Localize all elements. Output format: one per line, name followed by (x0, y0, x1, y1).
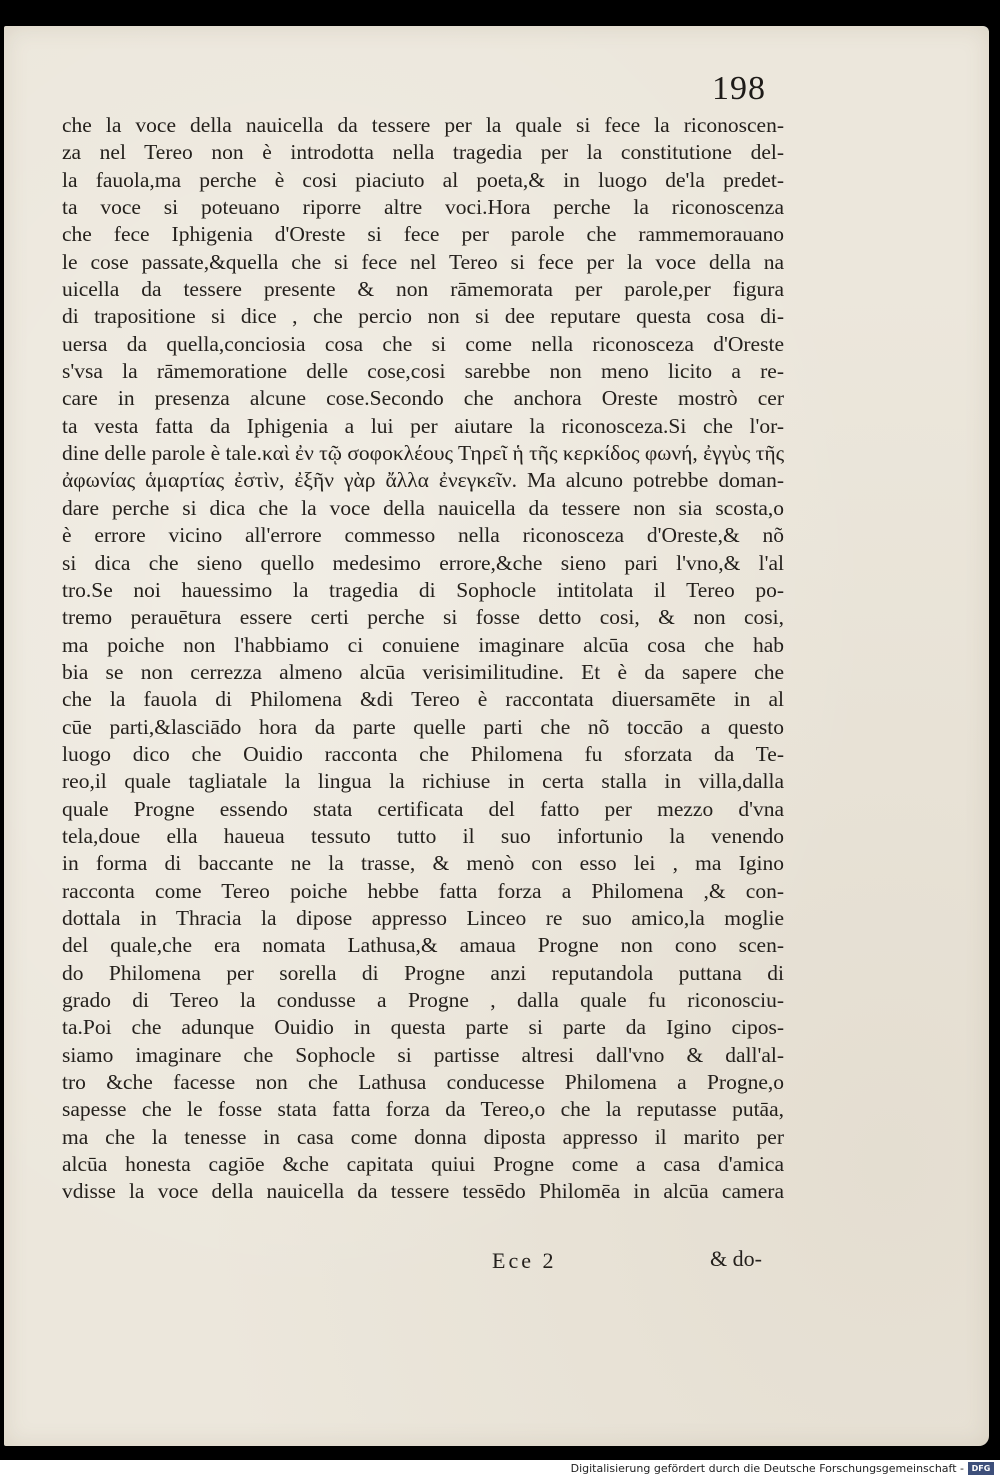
text-line: bia se non cerrezza almeno alcūa verisimilitudine. Et è da sapere che (62, 659, 784, 684)
text-line: dottala in Thracia la dipose appresso Linceo re suo amico,la moglie (62, 905, 784, 930)
text-line: s'vsa la rāmemoratione delle cose,cosi sarebbe non meno licito a re- (62, 359, 784, 384)
text-line: ma poiche non l'habbiamo ci conuiene imaginare alcūa cosa che hab (62, 632, 784, 657)
text-line: quale Progne essendo stata certificata del fatto per mezzo d'vna (62, 796, 784, 821)
text-line: vdisse la voce della nauicella da tessere tessēdo Philomēa in alcūa camera (62, 1179, 784, 1204)
text-line: alcūa honesta cagiōe &che capitata quiui Progne come a casa d'amica (62, 1152, 784, 1177)
page-number: 198 (712, 70, 766, 107)
text-line: luogo dico che Ouidio racconta che Philomena fu sforzata da Te- (62, 741, 784, 766)
text-line: si dica che sieno quello medesimo errore,&che sieno pari l'vno,& l'al (62, 550, 784, 575)
text-line: del quale,che era nomata Lathusa,& amaua Progne non cono scen- (62, 933, 784, 958)
text-line: care in presenza alcune cose.Secondo che anchora Oreste mostrò cer (62, 386, 784, 411)
text-line: la fauola,ma perche è cosi piaciuto al poeta,& in luogo de'la predet- (62, 167, 784, 192)
text-line: siamo imaginare che Sophocle si partisse altresi dall'vno & dall'al- (62, 1042, 784, 1067)
catchword: & do- (710, 1246, 762, 1271)
text-line: dare perche si dica che la voce della nauicella da tessere non sia scosta,o (62, 495, 784, 520)
text-line: le cose passate,&quella che si fece nel Tereo si fece per la voce della na (62, 249, 784, 274)
body-text (62, 112, 784, 1206)
text-line: ta vesta fatta da Iphigenia a lui per aiutare la riconosceza.Si che l'or- (62, 413, 784, 438)
text-line: è errore vicino all'errore commesso nella riconosceza d'Oreste,& nõ (62, 523, 784, 548)
text-line: che la voce della nauicella da tessere per la quale si fece la riconoscen- (62, 113, 784, 137)
text-line: racconta come Tereo poiche hebbe fatta forza a Philomena ,& con- (62, 878, 784, 903)
text-line: grado di Tereo la condusse a Progne , dalla quale fu riconosciu- (62, 988, 784, 1012)
text-line: ἀφωνίας ἁμαρτίας ἐστὶν, ἐξῆν γὰρ ἄλλα ἐνεγκεῖν. Ma alcuno potrebbe doman- (62, 468, 784, 493)
text-line: sapesse che le fosse stata fatta forza da Tereo,o che la reputasse putāa, (62, 1097, 784, 1122)
text-line: ta voce si poteuano riporre altre voci.Hora perche la riconoscenza (62, 195, 784, 220)
text-line: uicella da tessere presente & non rāmemorata per parole,per figura (62, 277, 784, 302)
text-line: di trapositione si dice , che percio non si dee reputare questa cosa di- (62, 304, 784, 329)
text-line: che fece Iphigenia d'Oreste si fece per parole che rammemorauano (62, 222, 784, 247)
text-line: cūe parti,&lasciādo hora da parte quelle parti che nõ toccāo a questo (62, 714, 784, 739)
signature-mark: Ece 2 (492, 1248, 557, 1273)
text-line: che la fauola di Philomena &di Tereo è raccontata diuersamēte in al (62, 687, 784, 712)
footer-credit: Digitalisierung gefördert durch die Deutsche Forschungsgemeinschaft - (570, 1462, 964, 1475)
text-line: tremo perauētura essere certi perche si fosse detto cosi, & non cosi, (62, 605, 784, 630)
dfg-logo: DFG (968, 1462, 994, 1475)
text-line: tela,doue ella haueua tessuto tutto il suo infortunio la venendo (62, 823, 784, 848)
text-line: za nel Tereo non è introdotta nella tragedia per la constitutione del- (62, 140, 784, 165)
text-line: ma che la tenesse in casa come donna diposta appresso il marito per (62, 1124, 784, 1149)
text-line: ta.Poi che adunque Ouidio in questa parte si parte da Igino cipos- (62, 1015, 784, 1040)
text-line: tro &che facesse non che Lathusa conducesse Philomena a Progne,o (62, 1070, 784, 1095)
text-line: uersa da quella,conciosia cosa che si come nella riconosceza d'Oreste (62, 331, 784, 356)
text-line: in forma di baccante ne la trasse, & menò con esso lei , ma Igino (62, 851, 784, 876)
text-line: dine delle parole è tale.καὶ ἐν τῷ σοφοκλέους Τηρεῖ ἡ τῆς κερκίδος φωνή, ἐγγὺς τῆς (62, 441, 784, 466)
text-line: tro.Se noi hauessimo la tragedia di Sophocle intitolata il Tereo po- (62, 577, 784, 602)
text-line: do Philomena per sorella di Progne anzi reputandola puttana di (62, 960, 784, 985)
text-line: reo,il quale tagliatale la lingua la richiuse in certa stalla in villa,dalla (62, 769, 784, 794)
